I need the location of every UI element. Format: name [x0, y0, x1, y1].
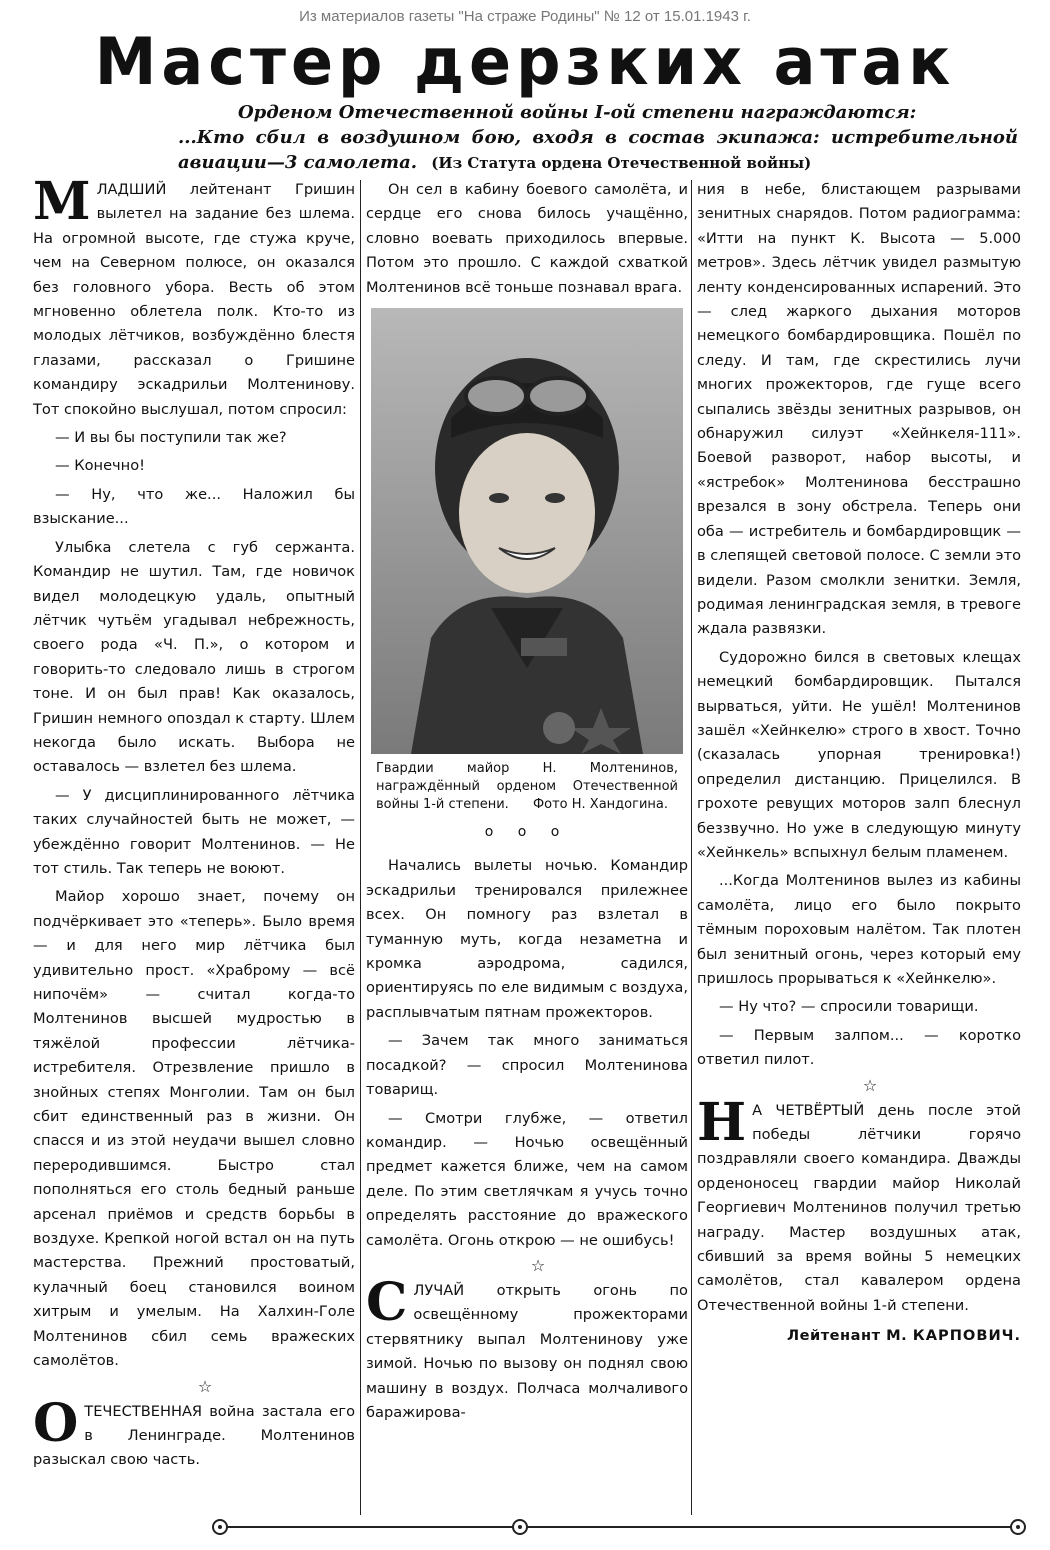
paragraph: ...Когда Молтенинов вылез из кабины самолёта, лицо его было покрыто тёмным пороховым налётом. Так плотен был зенитный огонь, через который ему пришлось прорываться к «Хейнкелю».: [697, 872, 1021, 987]
epigraph-line-1: Орденом Отечественной войны I-ой степени награждаются:: [238, 102, 917, 123]
drop-cap: С: [366, 1271, 408, 1333]
paragraph: — Смотри глубже, — ответил командир. — Ночью освещённый предмет кажется ближе, чем на самом деле. По этим светлячкам я учусь точно определять расстояние до вражеского самолёта. Огонь открою — не ошибусь!: [366, 1109, 688, 1249]
article-title: Мастер дерзких атак: [94, 23, 956, 100]
star-separator: ☆: [197, 1376, 213, 1396]
paragraph: Судорожно бился в световых клещах немецкий бомбардировщик. Пытался вырваться, уйти. Не ушёл! Молтенинов зашёл «Хейнкелю» строго в хвост. Точно (сказалась упорная тренировка!) определил дистанцию. Прицелился. В грохоте ревущих моторов залп блеснул беззвучно. Но уже в следующую минуту «Хейнкель» вспыхнул белым пламенем.: [697, 648, 1021, 861]
epigraph: [178, 100, 1018, 176]
drop-cap: М: [33, 171, 91, 232]
paragraph-text: ЛУЧАЙ открыть огонь по освещённому прожекторами стервятнику выпал Молтенинову уже зимой. Ночью по вызову он поднял свою машину в воздух. Полчаса молчаливого баражирова-: [366, 1281, 688, 1421]
star-separator: ☆: [530, 1255, 546, 1275]
paragraph-text: ЛАДШИЙ лейтенант Гришин вылетел на задание без шлема. На огромной высоте, где стужа круче, чем на Северном полюсе, он оказался без головного убора. Весть об этом мгновенно облетела полк. Кто-то из молодых лётчиков, возбуждённо блестя глазами, рассказал о Гришине командиру эскадрильи Молтенинову. Тот спокойно выслушал, потом спросил:: [33, 181, 355, 418]
column-divider: [360, 180, 361, 1515]
paragraph: [697, 1091, 1021, 1319]
paragraph: — Конечно!: [55, 457, 145, 475]
star-separator: ☆: [862, 1075, 878, 1095]
paragraph: Майор хорошо знает, почему он подчёркивает это «теперь». Было время — и для него мир лётчика был удивительно прост. «Храброму — всё нипочём» — считал когда-то Молтенинов высшей мудростью в тяжёлой профессии лётчика-истребителя. Отрезвление пришло в знойных степях Монголии. Там он был сбит единственный раз в жизни. Он спасся и из этой неудачи вышел словно переродившимся. Быстро стал пополняться его столь бедный раньше арсенал приёмов и средств борьбы в воздухе. Крепкой ногой встал он на путь мастерства. Прежний простоватый, кулачный боец становился воином хитрым и умелым. На Халхин-Голе Молтенинов сбил семь вражеских самолётов.: [33, 888, 355, 1370]
author-signature: [697, 1324, 1021, 1348]
rule-ornament-icon: [512, 1519, 528, 1535]
paragraph: [33, 1392, 355, 1473]
paragraph: — Ну, что же... Наложил бы взыскание...: [33, 485, 355, 528]
paragraph-text: А ЧЕТВЁРТЫЙ день после этой победы лётчики горячо поздравляли своего командира. Дважды орденоносец гвардии майор Николай Георгиевич Молтенинов получил третью награду. Мастер воздушных атак, сбивший за время войны 5 немецких самолётов, стал кавалером ордена Отечественной войны 1-й степени.: [697, 1101, 1021, 1314]
portrait-photo: [371, 308, 683, 754]
paragraph: — У дисциплинированного лётчика таких случайностей быть не может, — убеждённо говорит Молтенинов. — Не тот стиль. Так теперь не воюют.: [33, 786, 355, 877]
paragraph: — И вы бы поступили так же?: [55, 429, 287, 447]
photo-caption: [366, 760, 688, 814]
rule-ornament-icon: [212, 1519, 228, 1535]
drop-cap: О: [33, 1392, 79, 1454]
column-2: [366, 178, 688, 1429]
paragraph: — Первым залпом... — коротко ответил пилот.: [697, 1026, 1021, 1069]
paragraph-text: ТЕЧЕСТВЕННАЯ война застала его в Ленинграде. Молтенинов разыскал свою часть.: [33, 1402, 355, 1469]
paragraph: [366, 1271, 688, 1425]
paragraph: ния в небе, блистающем разрывами зенитных снарядов. Потом радиограмма: «Итти на пункт К. Высота — 5.000 метров». Здесь лётчик увидел размытую ленту конденсированных испарений. Это — след жаркого дыхания моторов немецкого бомбардировщика. Пошёл по следу. И там, где скрестились лучи многих прожекторов, где гуще всего сыпались звёзды зенитных разрывов, он обнаружил силуэт «Хейнкеля-111». Боевой разворот, набор высоты, и «ястребок» Молтенинова бесстрашно врезался в зону обстрела. Теперь они оба — истребитель и бомбардировщик — в слепящей световой полосе. С земли это видели. Разом смолкли зенитки. Земля, родимая ленинградская земля, в тревоге ждала развязки.: [697, 181, 1021, 638]
paragraph: — Зачем так много заниматься посадкой? — спросил Молтенинова товарищ.: [366, 1032, 688, 1099]
rule-ornament-icon: [1010, 1519, 1026, 1535]
epigraph-line-2: ...Кто сбил в воздушном бою, входя в состав экипажа: истребительной авиации—3 самолета.: [178, 127, 1018, 173]
column-1: [33, 171, 355, 1477]
section-separator: o o o: [484, 824, 570, 841]
author-name: КАРПОВИЧ.: [912, 1327, 1021, 1345]
column-3: [697, 178, 1021, 1349]
source-note: Из материалов газеты "На страже Родины" № 12 от 15.01.1943 г.: [299, 8, 751, 25]
pilot-portrait-image: [371, 308, 683, 754]
paragraph: Улыбка слетела с губ сержанта. Командир не шутил. Там, где новичок видел молодецкую удаль, опытный лётчик чутьём угадывал небрежность, своего рода «Ч. П.», о котором и говорить-то следовало лишь в строгом тоне. И он был прав! Как оказалось, Гришин немного опоздал к старту. Шлем некогда было искать. Выбора не оставалось — взлетел без шлема.: [33, 538, 355, 776]
drop-cap: Н: [697, 1091, 747, 1153]
paragraph: Начались вылеты ночью. Командир эскадрильи тренировался прилежнее всех. Он помногу раз взлетал в туманную муть, когда незаметна и кромка аэродрома, садился, ориентируясь по еле видимым с воздуха, расплывчатым пятнам прожекторов.: [366, 857, 688, 1021]
photo-credit: Фото Н. Хандогина.: [532, 797, 668, 813]
caption-text: Гвардии майор Н. Молтенинов, награждённый орденом Отечественной войны 1-й степени.: [376, 761, 678, 813]
epigraph-source: (Из Статута ордена Отечественной войны): [431, 154, 812, 172]
column-divider: [691, 180, 692, 1515]
paragraph: Он сел в кабину боевого самолёта, и сердце его снова билось учащённо, словно воевать приходилось впервые. Потом это прошло. С каждой схваткой Молтенинов всё тоньше познавал врага.: [366, 181, 688, 296]
paragraph: [33, 171, 355, 422]
paragraph: — Ну что? — спросили товарищи.: [719, 998, 979, 1016]
author-rank: Лейтенант М.: [786, 1327, 908, 1345]
bottom-rule: [220, 1526, 1020, 1528]
